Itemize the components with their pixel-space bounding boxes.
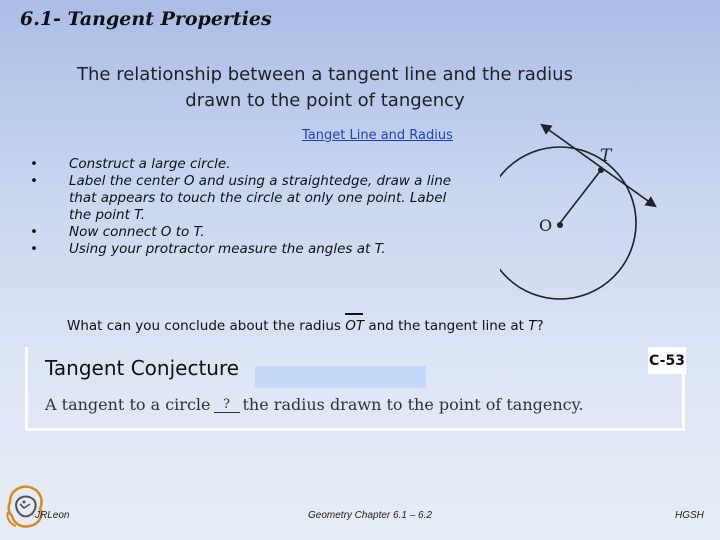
- conclusion-question: [67, 318, 544, 334]
- slide-subtitle: The relationship between a tangent line and the radius drawn to the point of tangency: [77, 64, 573, 111]
- point-t-label: T: [600, 146, 612, 166]
- conjecture-blank: ?: [214, 398, 240, 413]
- instruction-list: [22, 156, 462, 258]
- lion-logo-icon: [4, 482, 46, 530]
- tangent-circle-diagram: [500, 118, 680, 303]
- circle-shape: [500, 147, 636, 299]
- slide-title: 6.1- Tangent Properties: [20, 8, 272, 30]
- tangent-line: [542, 125, 655, 206]
- conjecture-statement: [45, 395, 584, 414]
- instruction-item: • Label the center O and using a straightedge, draw a line that appears to touch the circle at only one point. Label the point T.: [22, 173, 462, 224]
- tangent-line-radius-link[interactable]: Tanget Line and Radius: [302, 128, 453, 143]
- conjecture-title: Tangent Conjecture: [45, 356, 240, 380]
- footer-school: HGSH: [675, 510, 704, 521]
- question-text-middle: and the tangent line at: [364, 318, 529, 334]
- question-text-end: ?: [536, 318, 544, 334]
- question-text-start: What can you conclude about the radius: [67, 318, 346, 334]
- conjecture-badge: C-53: [648, 347, 686, 374]
- radius-line: [560, 170, 601, 223]
- conjecture-text-end: the radius drawn to the point of tangency.: [242, 395, 584, 414]
- center-o-dot: [557, 222, 563, 228]
- instruction-item: • Construct a large circle.: [22, 156, 462, 173]
- footer-chapter: Geometry Chapter 6.1 – 6.2: [308, 510, 432, 521]
- center-o-label: O: [539, 216, 553, 235]
- footer-author: JRLeon: [35, 510, 70, 521]
- conjecture-text-start: A tangent to a circle: [45, 395, 211, 414]
- instruction-item: • Now connect O to T.: [22, 224, 462, 241]
- highlight-bar: [255, 366, 426, 388]
- instruction-item: • Using your protractor measure the angles at T.: [22, 241, 462, 258]
- point-t-dot: [598, 167, 604, 173]
- segment-ot: OT: [345, 318, 365, 334]
- point-t-reference: T: [528, 318, 537, 334]
